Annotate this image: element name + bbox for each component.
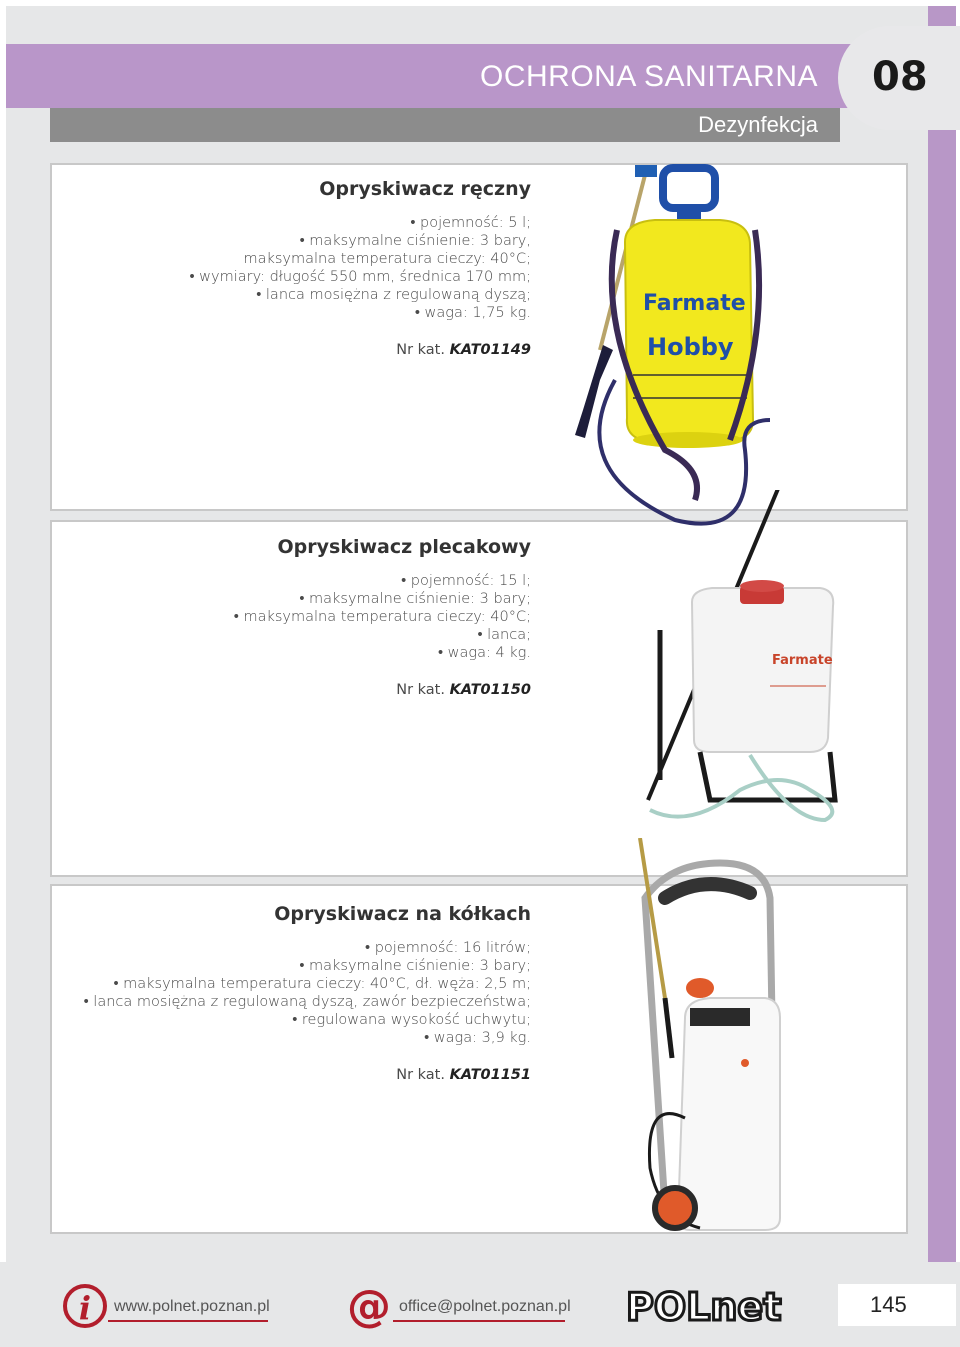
website-link[interactable]: www.polnet.poznan.pl bbox=[114, 1298, 270, 1315]
feature-line: • maksymalne ciśnienie: 3 bary, bbox=[299, 233, 531, 249]
feature-line: • waga: 3,9 kg. bbox=[424, 1030, 531, 1046]
catalog-code: KAT01151 bbox=[449, 1067, 531, 1083]
polnet-logo bbox=[624, 1282, 806, 1328]
catalog-label: Nr kat. bbox=[396, 1067, 445, 1083]
catalog-number bbox=[189, 342, 531, 358]
page-number: 145 bbox=[870, 1292, 907, 1317]
product-title: Opryskiwacz ręczny bbox=[319, 178, 531, 200]
catalog-code: KAT01149 bbox=[449, 342, 531, 358]
catalog-label: Nr kat. bbox=[396, 342, 445, 358]
wheeled-sprayer-image bbox=[590, 838, 830, 1238]
info-icon bbox=[62, 1283, 108, 1329]
catalog-number bbox=[84, 1067, 531, 1083]
email-underline bbox=[393, 1320, 565, 1322]
feature-line: • maksymalne ciśnienie: 3 bary; bbox=[299, 958, 531, 974]
subsection-title: Dezynfekcja bbox=[698, 112, 818, 137]
feature-line: • maksymalna temperatura cieczy: 40°C, dł. węża: 2,5 m; bbox=[113, 976, 531, 992]
feature-line: • waga: 1,75 kg. bbox=[414, 305, 531, 321]
at-icon bbox=[346, 1283, 392, 1329]
feature-line: • regulowana wysokość uchwytu; bbox=[292, 1012, 531, 1028]
brand-label: Farmate bbox=[772, 653, 833, 668]
email-link[interactable]: office@polnet.poznan.pl bbox=[399, 1298, 571, 1315]
model-label: Hobby bbox=[647, 333, 734, 361]
catalog-number bbox=[234, 682, 531, 698]
hand-sprayer-image bbox=[555, 150, 875, 540]
product-text-2 bbox=[234, 536, 531, 698]
product-title: Opryskiwacz na kółkach bbox=[274, 903, 531, 925]
feature-line: • maksymalne ciśnienie: 3 bary; bbox=[299, 591, 531, 607]
logo-text: POLnet bbox=[626, 1285, 782, 1328]
product-text-1 bbox=[189, 178, 531, 358]
product-text-3 bbox=[84, 903, 531, 1083]
catalog-label: Nr kat. bbox=[396, 682, 445, 698]
feature-line: • pojemność: 15 l; bbox=[401, 573, 531, 589]
catalog-code: KAT01150 bbox=[449, 682, 531, 698]
feature-line: • lanca mosiężna z regulowaną dyszą, zawór bezpieczeństwa; bbox=[83, 994, 531, 1010]
feature-line: • pojemność: 5 l; bbox=[410, 215, 531, 231]
feature-line: • waga: 4 kg. bbox=[437, 645, 531, 661]
brand-label: Farmate bbox=[643, 291, 746, 316]
feature-line: • wymiary: długość 550 mm, średnica 170 mm; bbox=[189, 269, 531, 285]
chapter-number: 08 bbox=[872, 54, 928, 100]
svg-text:@: @ bbox=[347, 1283, 391, 1329]
feature-line: • maksymalna temperatura cieczy: 40°C; bbox=[233, 609, 531, 625]
svg-text:i: i bbox=[78, 1289, 92, 1327]
feature-line: maksymalna temperatura cieczy: 40°C; bbox=[243, 251, 531, 267]
product-title: Opryskiwacz plecakowy bbox=[277, 536, 531, 558]
backpack-sprayer-image bbox=[630, 490, 880, 850]
right-accent-stripe bbox=[928, 6, 956, 1262]
feature-line: • pojemność: 16 litrów; bbox=[365, 940, 531, 956]
feature-line: • lanca; bbox=[477, 627, 531, 643]
section-title: OCHRONA SANITARNA bbox=[480, 60, 818, 93]
website-underline bbox=[108, 1320, 268, 1322]
feature-line: • lanca mosiężna z regulowaną dyszą; bbox=[256, 287, 531, 303]
